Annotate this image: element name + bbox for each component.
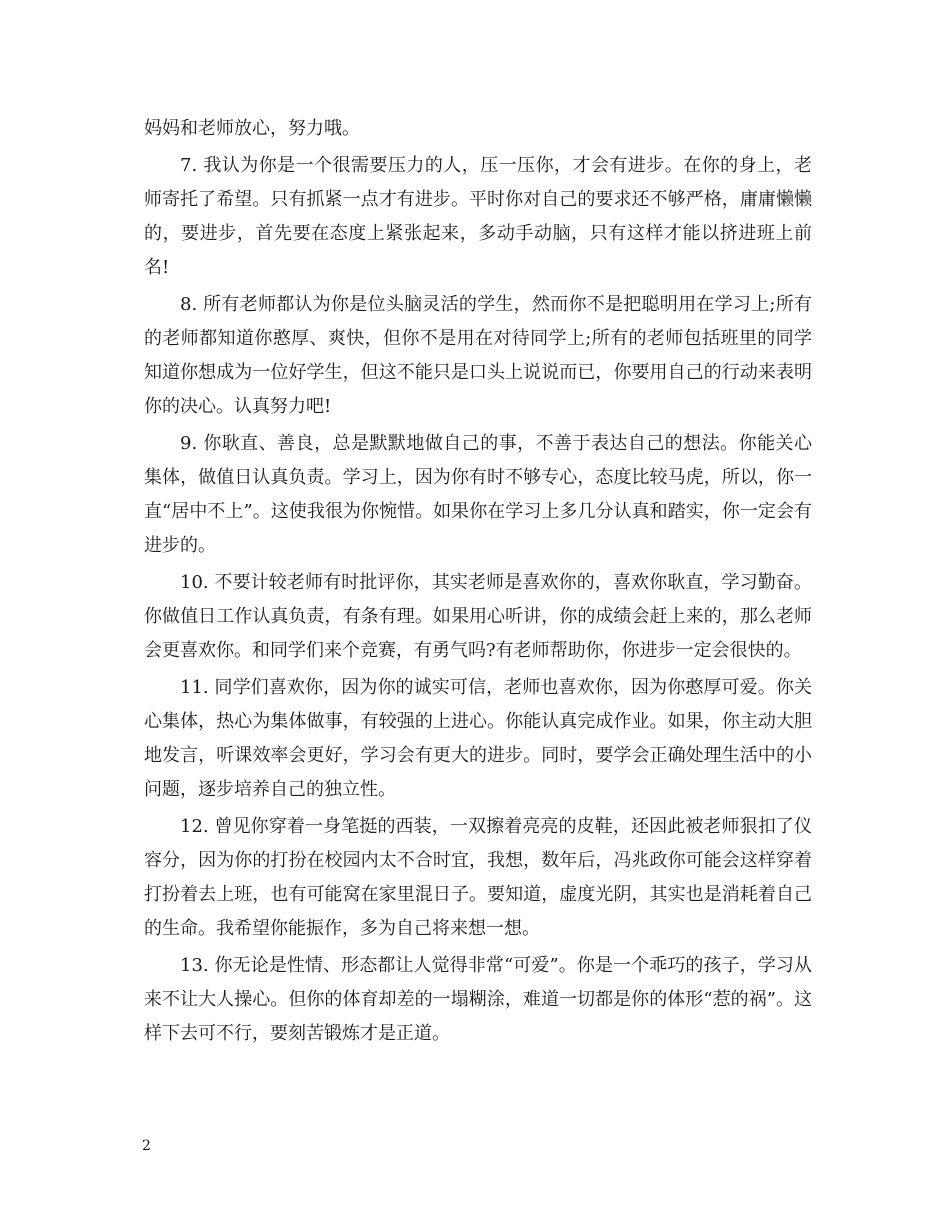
paragraph-comment-8: 8. 所有老师都认为你是位头脑灵活的学生，然而你不是把聪明用在学习上;所有的老师都知道你憨厚、爽快，但你不是用在对待同学上;所有的老师包括班里的同学知道你想成为一位好学生，但这不能只是口头上说说而已，你要用自己的行动来表明你的决心。认真努力吧! xyxy=(144,294,812,417)
paragraph-comment-7: 7. 我认为你是一个很需要压力的人，压一压你，才会有进步。在你的身上，老师寄托了希望。只有抓紧一点才有进步。平时你对自己的要求还不够严格，庸庸懒懒的，要进步，首先要在态度上紧张起来，多动手动脑，只有这样才能以挤进班上前名! xyxy=(144,155,812,278)
paragraph-comment-9: 9. 你耿直、善良，总是默默地做自己的事，不善于表达自己的想法。你能关心集体，做值日认真负责。学习上，因为你有时不够专心，态度比较马虎，所以，你一直“居中不上”。这使我很为你惋惜。如果你在学习上多几分认真和踏实，你一定会有进步的。 xyxy=(144,433,812,556)
paragraph-comment-10: 10. 不要计较老师有时批评你，其实老师是喜欢你的，喜欢你耿直，学习勤奋。你做值日工作认真负责，有条有理。如果用心听讲，你的成绩会赶上来的，那么老师会更喜欢你。和同学们来个竞赛，有勇气吗?有老师帮助你，你进步一定会很快的。 xyxy=(144,572,812,661)
paragraph-continuation: 妈妈和老师放心，努力哦。 xyxy=(144,118,360,139)
page-number: 2 xyxy=(142,1138,151,1154)
paragraph-comment-12: 12. 曾见你穿着一身笔挺的西装，一双擦着亮亮的皮鞋，还因此被老师狠扣了仪容分，因为你的打扮在校园内太不合时宜，我想，数年后，冯兆政你可能会这样穿着打扮着去上班，也有可能窝在家里混日子。要知道，虚度光阴，其实也是消耗着自己的生命。我希望你能振作，多为自己将来想一想。 xyxy=(144,816,812,939)
paragraph-comment-11: 11. 同学们喜欢你，因为你的诚实可信，老师也喜欢你，因为你憨厚可爱。你关心集体，热心为集体做事，有较强的上进心。你能认真完成作业。如果，你主动大胆地发言，听课效率会更好，学习会有更大的进步。同时，要学会正确处理生活中的小问题，逐步培养自己的独立性。 xyxy=(144,677,812,800)
document-body xyxy=(144,112,812,1054)
paragraph-comment-13: 13. 你无论是性情、形态都让人觉得非常“可爱”。你是一个乖巧的孩子，学习从来不让大人操心。但你的体育却差的一塌糊涂，难道一切都是你的体形“惹的祸”。这样下去可不行，要刻苦锻炼才是正道。 xyxy=(144,955,812,1044)
